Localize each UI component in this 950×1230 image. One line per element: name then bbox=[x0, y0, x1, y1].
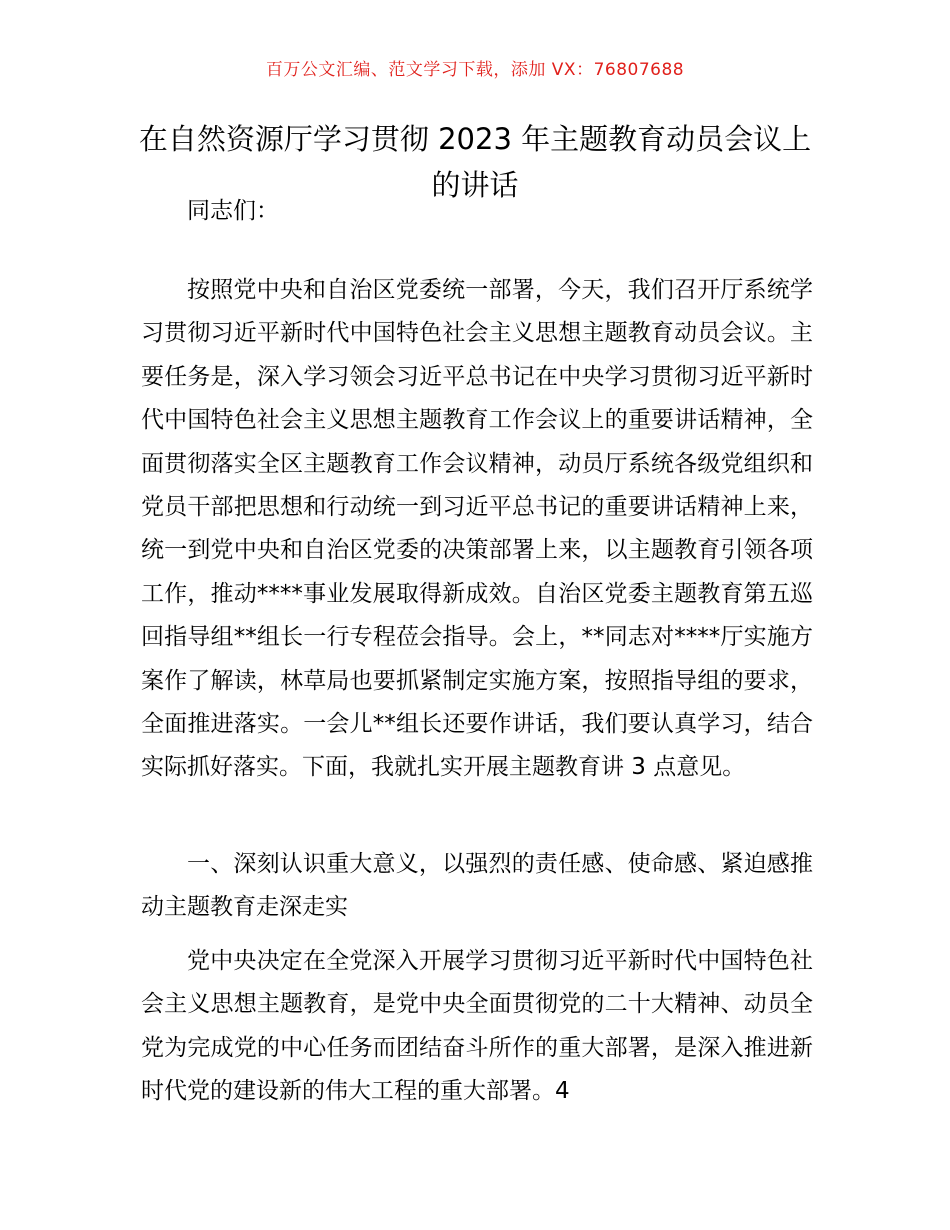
document-title: 在自然资源厅学习贯彻 2023 年主题教育动员会议上的讲话 bbox=[138, 122, 812, 202]
body-paragraph: 按照党中央和自治区党委统一部署，今天，我们召开厅系统学习贯彻习近平新时代中国特色社会主义思想主题教育动员会议。主要任务是，深入学习领会习近平总书记在中央学习贯彻习近平新时代中国特色社会主义思想主题教育工作会议上的重要讲话精神，全面贯彻落实全区主题教育工作会议精神，动员厅系统各级党组织和党员干部把思想和行动统一到习近平总书记的重要讲话精神上来，统一到党中央和自治区党委的决策部署上来，以主题教育引领各项工作，推动****事业发展取得新成效。自治区党委主题教育第五巡回指导组**组长一行专程莅会指导。会上，**同志对****厅实施方案作了解读，林草局也要抓紧制定实施方案，按照指导组的要求，全面推进落实。一会儿**组长还要作讲话，我们要认真学习，结合实际抓好落实。下面，我就扎实开展主题教育讲 3 点意见。 bbox=[141, 277, 813, 781]
salutation: 同志们： bbox=[187, 198, 279, 224]
section-paragraph: 党中央决定在全党深入开展学习贯彻习近平新时代中国特色社会主义思想主题教育，是党中央全面贯彻党的二十大精神、动员全党为完成党的中心任务而团结奋斗所作的重大部署，是深入推进新时代党的建设新的伟大工程的重大部署。4 bbox=[141, 948, 813, 1105]
section-heading: 一、深刻认识重大意义，以强烈的责任感、使命感、紧迫感推动主题教育走深走实 bbox=[141, 851, 813, 921]
header-banner: 百万公文汇编、范文学习下载，添加 VX：76807688 bbox=[265, 60, 685, 80]
